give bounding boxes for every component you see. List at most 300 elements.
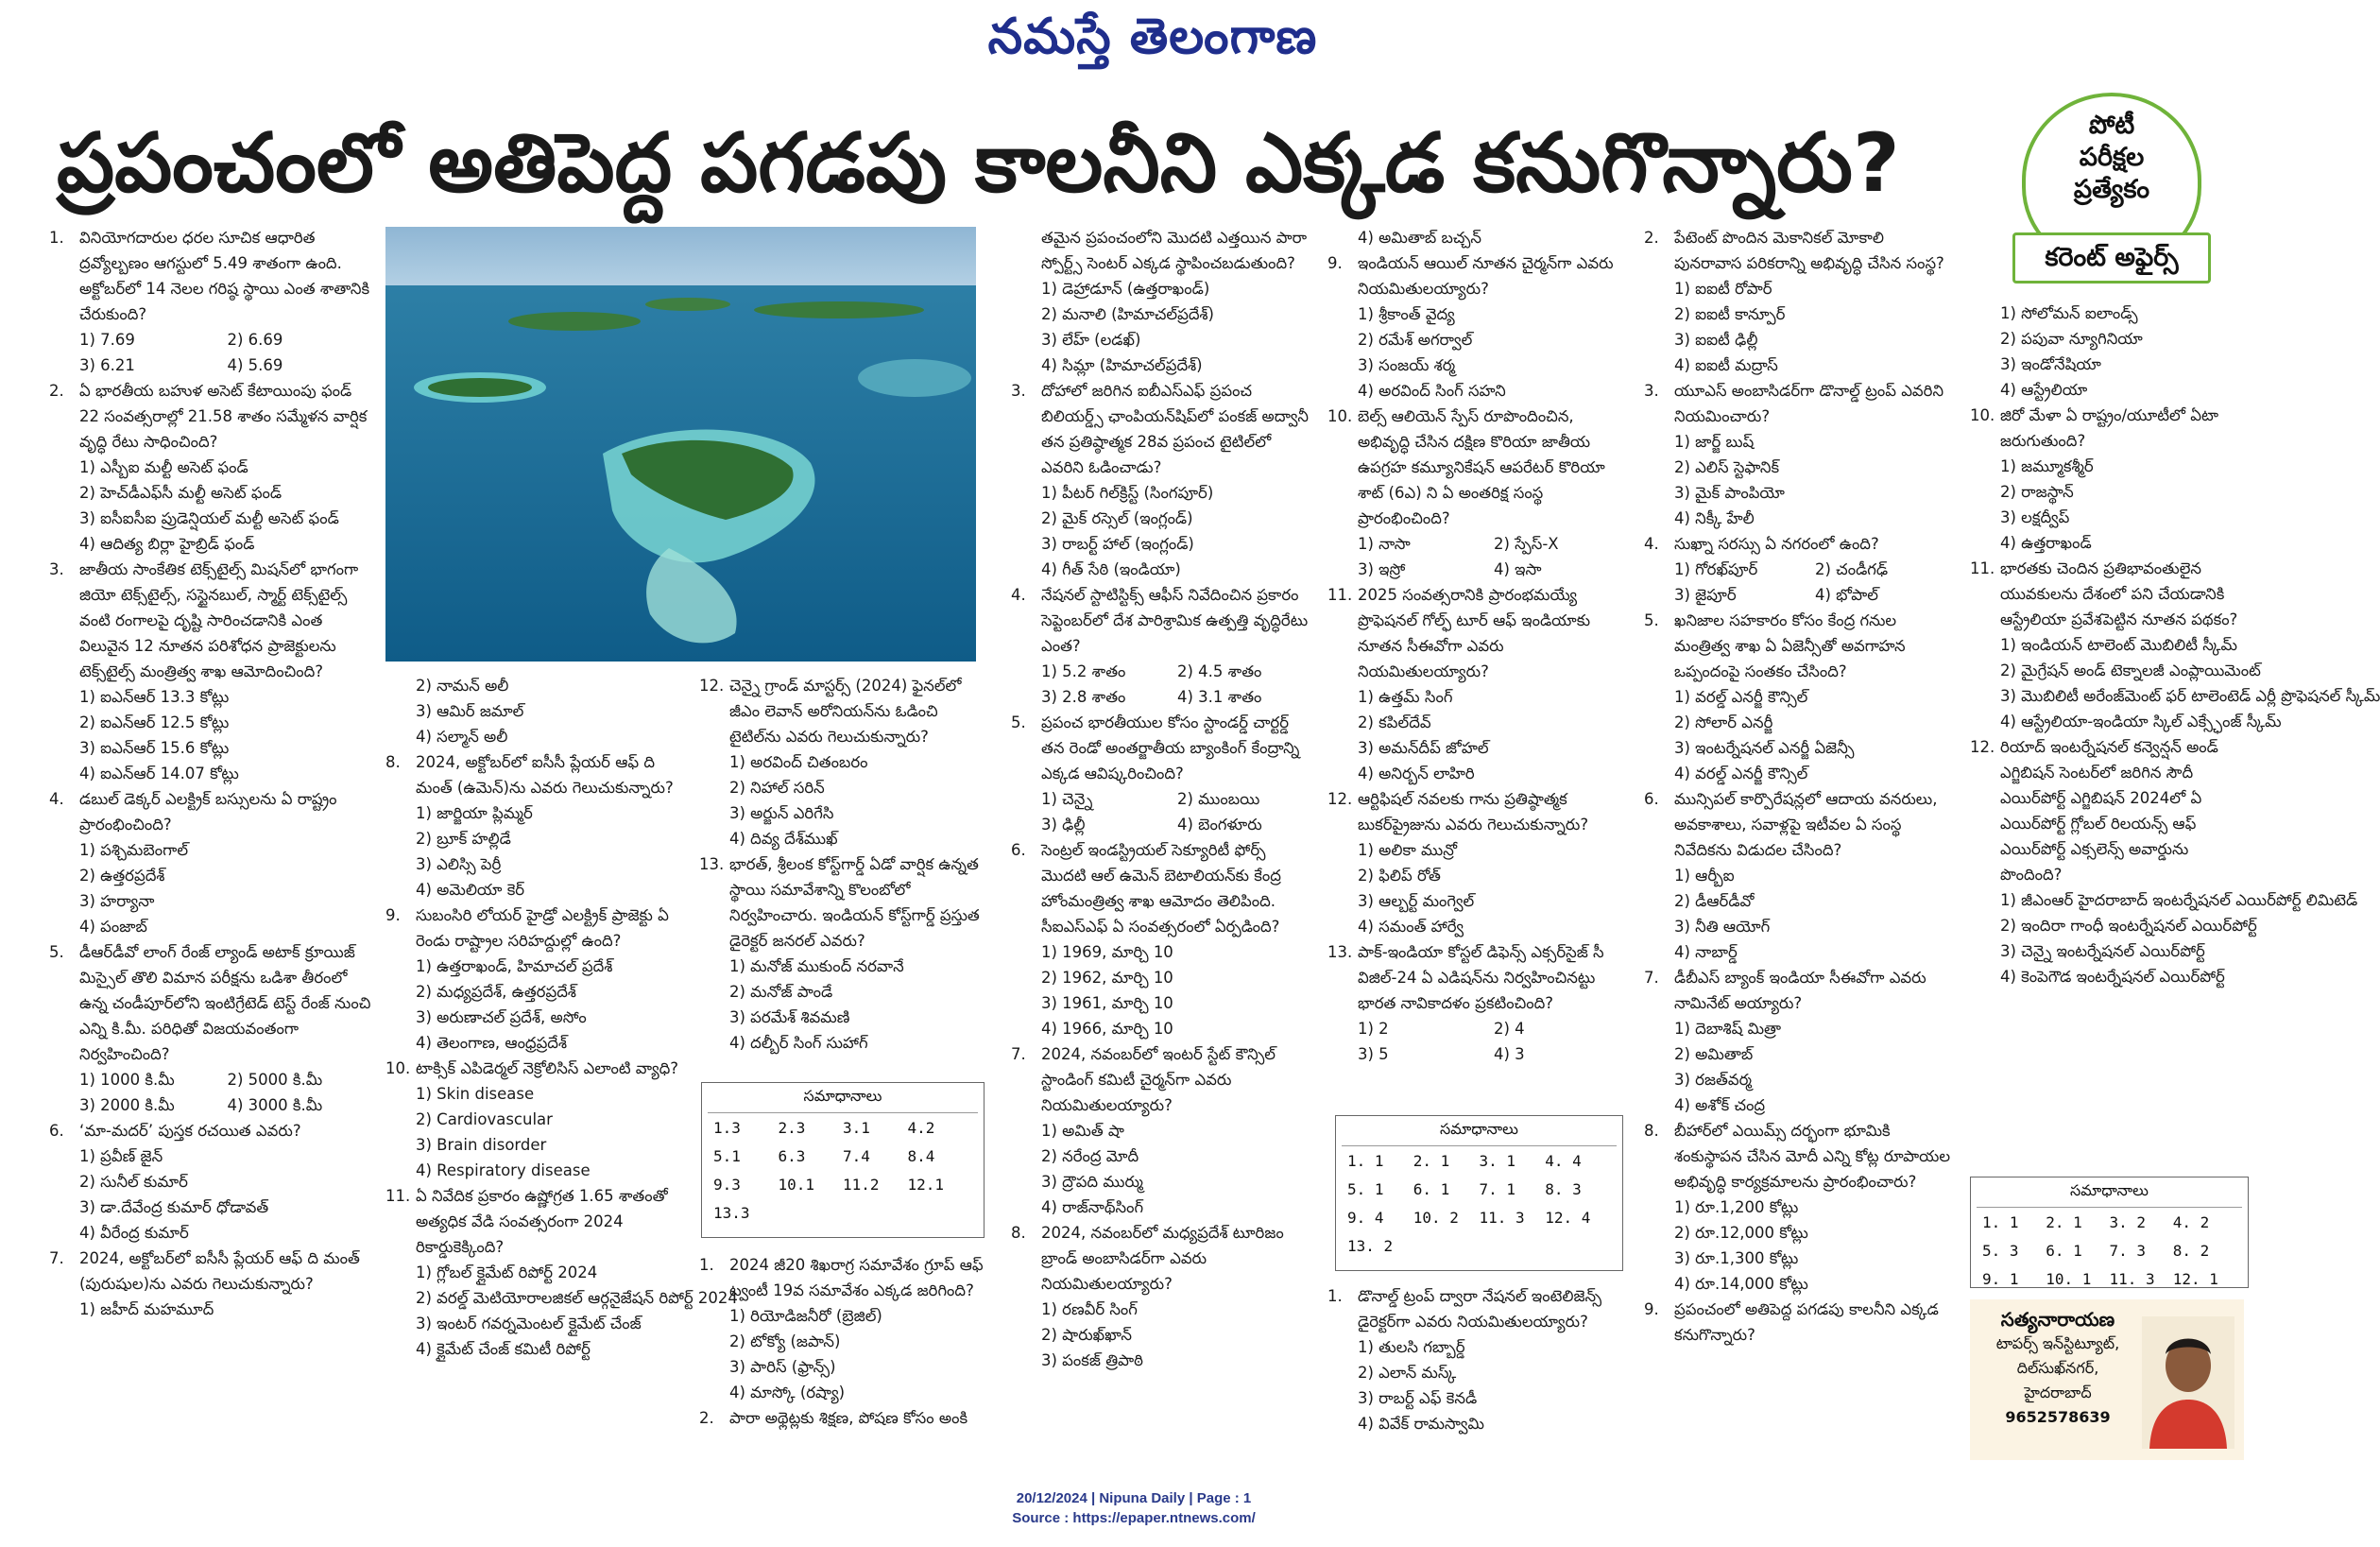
- answer-option: 4) దివ్య దేశ్‌ముఖ్: [729, 830, 838, 848]
- question-body: మున్సిపల్ కార్పొరేషన్లలో ఆదాయ వనరులు, అవకాశాలు, సవాళ్లపై ఇటీవల ఏ సంస్థ నివేదికను విడుదల చేసింది?: [1674, 790, 1938, 859]
- answer-option: 1) 1969, మార్చి 10: [1041, 943, 1173, 961]
- answer-key-item: 9. 4: [1347, 1209, 1384, 1227]
- question-text: [1011, 837, 1313, 939]
- question-item: [385, 749, 688, 902]
- question-number: 4.: [49, 790, 64, 808]
- answer-option: 4) వీరేంద్ర కుమార్: [79, 1224, 189, 1242]
- question-item: [385, 902, 688, 1056]
- answer-option: 1) 7.69: [79, 331, 135, 349]
- question-item: [1327, 225, 1630, 250]
- answer-option: 3) ఇస్రో: [1358, 560, 1406, 578]
- answer-option: 2) రూ.12,000 కోట్లు: [1674, 1224, 1808, 1242]
- answer-option: 3) సంజయ్ శర్మ: [1358, 356, 1456, 374]
- answer-option: 4) ఆస్ట్రేలియా: [2000, 381, 2088, 399]
- question-body: పారా అథ్లెట్లకు శిక్షణ, పోషణ కోసం అంకి: [729, 1409, 968, 1427]
- answer-option: 1) ఐఎన్‌ఆర్ 13.3 కోట్లు: [79, 688, 230, 706]
- answer-key-item: 4. 4: [1545, 1152, 1582, 1170]
- option-row: [1644, 582, 1956, 608]
- question-body: 2024, అక్టోబర్‌లో ఐసీసీ ప్లేయర్ ఆఫ్ ది మంత్ (ఉమెన్)ను ఎవరు గెలుచుకున్నారు?: [416, 753, 674, 797]
- question-body: ప్రపంచ భారతీయుల కోసం స్టాండర్డ్ చార్టర్డ్ తన రెండో అంతర్జాతీయ బ్యాంకింగ్ కేంద్రాన్ని ఎక్కడ ఆవిష్కరించింది?: [1041, 713, 1300, 782]
- question-number: 13.: [699, 855, 725, 873]
- answer-option: 2) 1962, మార్చి 10: [1041, 969, 1173, 987]
- question-text: [1011, 710, 1313, 786]
- answer-option: 3) ఇంటర్ గవర్నమెంటల్ క్లైమేట్ చేంజ్: [416, 1315, 642, 1332]
- answer-option: 4) సల్మాన్ అలీ: [416, 728, 508, 746]
- question-number: 10.: [385, 1059, 411, 1077]
- answer-key-item: 9. 1: [1982, 1270, 2019, 1288]
- question-text: [1970, 556, 2253, 632]
- question-column-6: [1644, 225, 1956, 1482]
- question-item: [1644, 786, 1956, 965]
- option-row: [49, 1067, 375, 1092]
- question-body: టాక్సిక్ ఎపిడెర్మల్ నెక్రోలిసిస్ ఎలాంటి వ్యాధి?: [416, 1059, 679, 1077]
- answer-option: 1) జహీద్ మహమూద్: [79, 1300, 214, 1318]
- question-text: [1644, 965, 1956, 1016]
- page-headline: ప్రపంచంలో అతిపెద్ద పగడపు కాలనీని ఎక్కడ కనుగొన్నారు?: [57, 116, 1900, 211]
- answer-key-item: 1. 1: [1347, 1152, 1384, 1170]
- answer-option: 2) కపిల్‌దేవ్: [1358, 713, 1431, 731]
- question-body: భారత్, శ్రీలంక కోస్ట్‌గార్డ్ ఏడో వార్షిక ఉన్నత స్థాయి సమావేశాన్ని కొలంబోలో నిర్వహించారు. ఇండియన్ కోస్ట్‌గార్డ్ ప్రస్తుత డైరెక్టర్ జనరల్ ఎవరు?: [729, 855, 980, 950]
- question-body: ఏ భారతీయ బహుళ అసెట్ కేటాయింపు ఫండ్ 22 సంవత్సరాల్లో 21.58 శాతం సమ్మేళన వార్షిక వృద్ధి రేటు సాధించింది?: [79, 382, 368, 451]
- answer-option: 4) అశోక్ చంద్ర: [1674, 1096, 1766, 1114]
- answer-key-item: 11.2: [843, 1176, 880, 1194]
- answer-option: 1) దెబాశిష్ మిత్రా: [1674, 1020, 1782, 1038]
- answer-key-item: 7.4: [843, 1147, 870, 1165]
- question-item: [1011, 1220, 1313, 1373]
- answer-option: 2) బ్రూక్ హల్లిడే: [416, 830, 511, 848]
- answer-option: 4) బెంగళూరు: [1177, 816, 1262, 834]
- answer-key-item: 6.3: [778, 1147, 806, 1165]
- question-number: 11.: [1327, 586, 1353, 604]
- answer-option: 1) చెన్నై: [1041, 790, 1093, 808]
- question-text: [385, 1183, 688, 1260]
- badge-current-affairs-label: కరెంట్ అఫైర్స్: [2012, 232, 2211, 284]
- question-text: [1011, 582, 1313, 659]
- answer-key-item: 13. 2: [1347, 1237, 1394, 1255]
- question-number: 10.: [1970, 406, 1995, 424]
- question-body: సుఖ్నా సరస్సు ఏ నగరంలో ఉంది?: [1674, 535, 1879, 553]
- footer-source-line: Source : https://epaper.ntnews.com/: [1012, 1510, 1256, 1526]
- question-text: [1327, 939, 1630, 1016]
- answer-option: 2) 5000 కి.మీ: [227, 1071, 323, 1089]
- answer-option: 1) జమ్మూకశ్మీర్: [2000, 457, 2094, 475]
- question-text: [1327, 1283, 1630, 1334]
- answer-option: 3) ఆల్బర్ట్ మంగ్వెల్: [1358, 892, 1475, 910]
- answer-option: 3) 5: [1358, 1045, 1389, 1063]
- answer-option: 3) అర్జున్ ఎరిగేసి: [729, 804, 834, 822]
- author-name: సత్యనారాయణ: [2000, 1308, 2115, 1331]
- question-body: సుబంసిరి లోయర్ హైడ్రో ఎలక్ట్రిక్ ప్రాజెక్టు ఏ రెండు రాష్ట్రాల సరిహద్దుల్లో ఉంది?: [416, 906, 669, 950]
- answer-option: 3) లేహ్ (లడఖ్): [1041, 331, 1141, 349]
- answer-option: 4) ఆస్ట్రేలియా-ఇండియా స్కిల్ ఎక్స్ఛేంజ్ స్కీమ్: [2000, 713, 2282, 731]
- question-item: [49, 786, 375, 939]
- answer-option: 4) ఐఎన్‌ఆర్ 14.07 కోట్లు: [79, 765, 239, 782]
- question-number: 12.: [1327, 790, 1353, 808]
- question-number: 4.: [1644, 535, 1659, 553]
- answer-key-item: 1.3: [713, 1119, 741, 1137]
- answer-option: 3) 2000 కి.మీ: [79, 1096, 175, 1114]
- answer-option: 4) క్లైమేట్ చేంజ్ కమిటీ రిపోర్ట్: [416, 1340, 591, 1358]
- answer-key-item: 7. 3: [2109, 1242, 2147, 1260]
- answer-option: 3) Brain disorder: [416, 1136, 547, 1154]
- question-item: [1644, 378, 1956, 531]
- answer-option: 2) డీఆర్‌డీవో: [1674, 892, 1755, 910]
- answer-key-item: 3. 1: [1479, 1152, 1516, 1170]
- question-item: [1011, 837, 1313, 1041]
- answer-option: 3) పంకజ్ త్రిపాఠి: [1041, 1351, 1143, 1369]
- section-badge: [2022, 93, 2211, 282]
- answer-key-item: 2.3: [778, 1119, 806, 1137]
- answer-key-item: 2. 1: [2046, 1213, 2082, 1231]
- question-number: 2.: [699, 1409, 714, 1427]
- question-text: [385, 1056, 688, 1081]
- answer-option: 1) అరవింద్ చితంబరం: [729, 753, 868, 771]
- question-text: [1327, 582, 1630, 684]
- option-row: [1327, 1041, 1630, 1067]
- answer-option: 1) ఎస్బీఐ మల్టీ అసెట్ ఫండ్: [79, 458, 248, 476]
- question-number: 3.: [1011, 382, 1026, 400]
- footer-date-line: 20/12/2024 | Nipuna Daily | Page : 1: [1016, 1490, 1252, 1506]
- question-item: [49, 557, 375, 786]
- question-number: 9.: [1327, 254, 1343, 272]
- answer-key-item: 8.4: [907, 1147, 935, 1165]
- question-number: 9.: [385, 906, 401, 924]
- answer-option: 3) లక్షద్వీప్: [2000, 508, 2070, 526]
- question-column-5: [1327, 225, 1630, 1104]
- option-row: [1327, 531, 1630, 557]
- answer-option: 1) శ్రీకాంత్ వైద్య: [1358, 305, 1455, 323]
- author-phone: 9652578639: [2005, 1408, 2111, 1426]
- answer-option: 4) ఆదిత్య బిర్లా హైబ్రిడ్ ఫండ్: [79, 535, 255, 553]
- question-item: [1011, 582, 1313, 710]
- answer-option: 4) కెంపెగౌడ ఇంటర్నేషనల్ ఎయిర్‌పోర్ట్: [2000, 968, 2225, 986]
- answer-option: 3) నీతి ఆయోగ్: [1674, 918, 1771, 936]
- answer-option: 1) ఉత్తరాఖండ్, హిమాచల్ ప్రదేశ్: [416, 957, 613, 975]
- answer-option: 2) మధ్యప్రదేశ్, ఉత్తరప్రదేశ్: [416, 983, 576, 1001]
- answer-option: 2) రాజస్థాన్: [2000, 483, 2074, 501]
- question-item: [1644, 965, 1956, 1118]
- badge-line: ప్రత్యేకం: [2073, 175, 2150, 204]
- answer-option: 4) ఐఐటీ మద్రాస్: [1674, 356, 1778, 374]
- question-item: [1011, 378, 1313, 582]
- answer-option: 4) మాస్కో (రష్యా): [729, 1384, 846, 1401]
- answer-option: 1) పశ్చిమబెంగాల్: [79, 841, 189, 859]
- question-text: [49, 939, 375, 1067]
- question-item: [1970, 301, 2253, 403]
- answer-option: 3) అమన్‌దీప్ జోహల్: [1358, 739, 1489, 757]
- answer-option: 3) ద్రౌపది ముర్ము: [1041, 1173, 1143, 1191]
- answer-option: 4) సిమ్లా (హిమాచల్‌ప్రదేశ్): [1041, 356, 1203, 374]
- answer-option: 1) అలికా మున్రో: [1358, 841, 1458, 859]
- question-body: 2025 సంవత్సరానికి ప్రారంభమయ్యే ప్రొఫెషనల్ గోల్ఫ్ టూర్ ఆఫ్ ఇండియాకు నూతన సీఈవోగా ఎవరు నియమితులయ్యారు?: [1358, 586, 1591, 680]
- answer-option: 3) జైపూర్: [1674, 586, 1737, 604]
- question-body: ఖనిజాల సహకారం కోసం కేంద్ర గనుల మంత్రిత్వ శాఖ ఏ ఏజెన్సీతో అవగాహన ఒప్పందంపై సంతకం చేసింది?: [1674, 611, 1906, 680]
- answer-key-2: [1335, 1115, 1623, 1271]
- answer-option: 3) ఐఐటీ ఢిల్లీ: [1674, 331, 1758, 349]
- answer-option: 4) రాజ్‌నాథ్‌సింగ్: [1041, 1198, 1144, 1216]
- question-number: 11.: [1970, 559, 1995, 577]
- question-item: [1644, 608, 1956, 786]
- answer-option: 3) ఇండోనేషియా: [2000, 355, 2101, 373]
- answer-option: 2) ముంబయి: [1177, 790, 1260, 808]
- question-number: 3.: [49, 560, 64, 578]
- question-body: 2024, నవంబర్‌లో ఇంటర్ స్టేట్ కౌన్సిల్ స్టాండింగ్ కమిటీ చైర్మన్‌గా ఎవరు నియమితులయ్యారు?: [1041, 1045, 1276, 1114]
- question-text: [699, 851, 987, 954]
- answer-key-item: 6. 1: [1413, 1180, 1450, 1198]
- question-text: [1970, 403, 2253, 454]
- question-column-4: [1011, 225, 1313, 1482]
- question-column-5b: [1327, 1283, 1630, 1482]
- question-body: డొనాల్డ్ ట్రంప్ ద్వారా నేషనల్ ఇంటెలిజెన్స్ డైరెక్టర్‌గా ఎవరు నియమితులయ్యారు?: [1358, 1287, 1602, 1331]
- answer-key-item: 13.3: [713, 1204, 750, 1222]
- question-number: 8.: [1011, 1224, 1026, 1242]
- question-item: [1011, 225, 1313, 378]
- answer-option: 2) ఎలిస్ స్టెఫానిక్: [1674, 458, 1780, 476]
- answer-key-title: సమాధానాలు: [708, 1083, 978, 1113]
- answer-option: 1) జార్జియా ప్లిమ్మర్: [416, 804, 533, 822]
- question-text: [385, 749, 688, 800]
- answer-option: 3) రూ.1,300 కోట్లు: [1674, 1249, 1799, 1267]
- answer-option: 4) గీత్ సేఠి (ఇండియా): [1041, 560, 1181, 578]
- question-number: 11.: [385, 1187, 411, 1205]
- answer-option: 4) 3: [1494, 1045, 1525, 1063]
- author-details: [1978, 1307, 2138, 1430]
- answer-option: 4) ఉత్తరాఖండ్: [2000, 534, 2092, 552]
- answer-option: 2) మైగ్రేషన్ అండ్ టెక్నాలజీ ఎంప్లాయిమెంట్: [2000, 662, 2261, 679]
- option-row: [1011, 659, 1313, 684]
- question-item: [1327, 250, 1630, 404]
- author-city: హైదరాబాద్: [2024, 1384, 2092, 1401]
- question-item: [699, 673, 987, 851]
- author-area: దిల్‌సుఖ్‌నగర్,: [2016, 1359, 2099, 1377]
- answer-key-item: 12.1: [907, 1176, 945, 1194]
- question-number: 5.: [49, 943, 64, 961]
- answer-option: 2) హెచ్‌డీఎఫ్‌సీ మల్టీ అసెట్ ఫండ్: [79, 484, 283, 502]
- answer-key-1: [701, 1082, 985, 1238]
- answer-key-item: 12. 1: [2172, 1270, 2218, 1288]
- question-body: చెన్నై గ్రాండ్ మాస్టర్స్ (2024) ఫైనల్‌లో జీఎం లెవాన్ అరోనియన్‌ను ఓడించి టైటిల్‌ను ఎవరు గెలుచుకున్నారు?: [729, 677, 962, 746]
- answer-key-item: 4.2: [907, 1119, 935, 1137]
- option-row: [1644, 557, 1956, 582]
- answer-option: 1) ప్రవీణ్ జైన్: [79, 1147, 163, 1165]
- answer-option: 1) 5.2 శాతం: [1041, 662, 1126, 680]
- question-item: [385, 1056, 688, 1183]
- answer-option: 1) పీటర్ గిల్‌క్రిస్ట్ (సింగపూర్): [1041, 484, 1214, 502]
- question-text: [1644, 378, 1956, 429]
- answer-option: 1) రియోడిజనీరో (బ్రెజిల్): [729, 1307, 882, 1325]
- question-body: పేటెంట్ పొందిన మెకానికల్ మోకాలి పునరావాస పరికరాన్ని అభివృద్ధి చేసిన సంస్థ?: [1674, 229, 1944, 272]
- option-row: [1327, 557, 1630, 582]
- answer-option: 4) దల్బీర్ సింగ్ సుహాగ్: [729, 1034, 868, 1052]
- question-item: [385, 673, 688, 749]
- answer-option: 1) తులసి గబ్బార్డ్: [1358, 1338, 1465, 1356]
- question-text: [49, 786, 375, 837]
- answer-option: 2) ఉత్తరప్రదేశ్: [79, 867, 165, 885]
- question-body: ఏ నివేదిక ప్రకారం ఉష్ణోగ్రత 1.65 శాతంతో అత్యధిక వేడి సంవత్సరంగా 2024 రికార్డుకెక్కింది?: [416, 1187, 668, 1256]
- answer-option: 2) నరేంద్ర మోదీ: [1041, 1147, 1139, 1165]
- answer-key-title: సమాధానాలు: [1977, 1177, 2242, 1208]
- answer-key-item: 11. 3: [1479, 1209, 1525, 1227]
- answer-key-item: 10. 1: [2046, 1270, 2092, 1288]
- question-text: [49, 1246, 375, 1297]
- answer-option: 4) నిక్కీ హేలీ: [1674, 509, 1755, 527]
- question-number: 1.: [699, 1256, 714, 1274]
- option-row: [1011, 684, 1313, 710]
- answer-option: 2) వరల్డ్ మెటియోరాలజికల్ ఆర్గనైజేషన్ రిపోర్ట్ 2024: [416, 1289, 738, 1307]
- question-number: 13.: [1327, 943, 1353, 961]
- question-text: [699, 1405, 987, 1431]
- question-column-3: [699, 673, 987, 1079]
- question-body: ఆర్టిఫిషల్ నవలకు గాను ప్రతిష్ఠాత్మక బుకర్‌ప్రైజును ఎవరు గెలుచుకున్నారు?: [1358, 790, 1589, 834]
- question-item: [1327, 582, 1630, 786]
- question-number: 5.: [1011, 713, 1026, 731]
- answer-option: 2) పపువా న్యూగినియా: [2000, 330, 2143, 348]
- question-text: [1644, 225, 1956, 276]
- answer-option: 3) 6.21: [79, 356, 135, 374]
- answer-option: 2) టోక్యో (జపాన్): [729, 1332, 841, 1350]
- option-row: [49, 352, 375, 378]
- answer-key-item: 3.1: [843, 1119, 870, 1137]
- question-body: యూఎస్ అంబాసిడర్‌గా డొనాల్డ్ ట్రంప్ ఎవరిని నియమించారు?: [1674, 382, 1944, 425]
- answer-key-item: 10.1: [778, 1176, 815, 1194]
- answer-option: 1) ఆర్బీఐ: [1674, 867, 1735, 885]
- answer-option: 4) అమితాబ్ బచ్చన్: [1358, 229, 1481, 247]
- question-number: 8.: [385, 753, 401, 771]
- question-text: [1011, 378, 1313, 480]
- answer-option: 4) 5.69: [227, 356, 283, 374]
- author-photo: [2142, 1316, 2234, 1449]
- question-text: [49, 225, 375, 327]
- question-number: 2.: [1644, 229, 1659, 247]
- answer-option: 2) నామన్ అలీ: [416, 677, 509, 695]
- answer-option: 2) షారుఖ్‌ఖాన్: [1041, 1326, 1132, 1344]
- answer-option: 1) 1000 కి.మీ: [79, 1071, 175, 1089]
- answer-key-item: 7. 1: [1479, 1180, 1516, 1198]
- question-body: 2024, అక్టోబర్‌లో ఐసీసీ ప్లేయర్ ఆఫ్ ది మంత్ (పురుషుల)ను ఎవరు గెలుచుకున్నారు?: [79, 1249, 360, 1293]
- answer-key-item: 4. 2: [2172, 1213, 2210, 1231]
- option-row: [49, 327, 375, 352]
- question-item: [49, 225, 375, 378]
- answer-option: 4) సమంత్ హార్వే: [1358, 918, 1464, 936]
- question-number: 5.: [1644, 611, 1659, 629]
- question-item: [1011, 710, 1313, 837]
- answer-option: 1) రూ.1,200 కోట్లు: [1674, 1198, 1799, 1216]
- question-item: [1327, 1283, 1630, 1436]
- question-number: 6.: [49, 1122, 64, 1140]
- question-item: [699, 1405, 987, 1431]
- answer-key-item: 1. 1: [1982, 1213, 2019, 1231]
- answer-option: 2) ఐఎన్‌ఆర్ 12.5 కోట్లు: [79, 713, 230, 731]
- question-item: [1327, 939, 1630, 1067]
- answer-option: 1) వరల్డ్ ఎనర్జీ కౌన్సిల్: [1674, 688, 1808, 706]
- answer-key-title: సమాధానాలు: [1342, 1116, 1617, 1146]
- answer-option: 4) అమెలియా కెర్: [416, 881, 525, 899]
- answer-option: 2) రమేశ్ అగర్వాల్: [1358, 331, 1473, 349]
- question-item: [1970, 734, 2358, 989]
- answer-option: 1) గ్లోబల్ క్లైమేట్ రిపోర్ట్ 2024: [416, 1263, 598, 1281]
- answer-option: 4) తెలంగాణ, ఆంధ్రప్రదేశ్: [416, 1034, 568, 1052]
- answer-option: 2) అమితాబ్: [1674, 1045, 1754, 1063]
- answer-option: 1) జీఎంఆర్ హైదరాబాద్ ఇంటర్నేషనల్ ఎయిర్‌పోర్ట్ లిమిటెడ్: [2000, 891, 2358, 909]
- masthead-logo: నమస్తే తెలంగాణ: [987, 8, 1318, 65]
- answer-option: 3) ఆమిర్ జమాల్: [416, 702, 524, 720]
- answer-option: 1) సోలోమన్ ఐలాండ్స్: [2000, 304, 2138, 322]
- answer-option: 3) 1961, మార్చి 10: [1041, 994, 1173, 1012]
- question-body: సెంట్రల్ ఇండస్ట్రియల్ సెక్యూరిటీ ఫోర్స్ మొదటి ఆల్ ఉమెన్ బెటాలియన్‌కు కేంద్ర హోంమంత్రిత్వ శాఖ ఆమోదం తెలిపింది. సీఐఎస్ఎఫ్ ఏ సంవత్సరంలో ఏర్పడింది?: [1041, 841, 1281, 936]
- question-body: ఇండియన్ ఆయిల్ నూతన చైర్మన్‌గా ఎవరు నియమితులయ్యారు?: [1358, 254, 1614, 298]
- question-number: 3.: [1644, 382, 1659, 400]
- question-text: [385, 902, 688, 954]
- answer-key-item: 6. 1: [2046, 1242, 2082, 1260]
- question-item: [1970, 556, 2380, 734]
- answer-option: 3) రజత్‌వర్మ: [1674, 1071, 1753, 1089]
- question-text: [1644, 1297, 1956, 1348]
- answer-option: 4) రూ.14,000 కోట్లు: [1674, 1275, 1808, 1293]
- answer-option: 3) ఎలిస్సి పెర్రీ: [416, 855, 502, 873]
- answer-option: 3) మైక్ పాంపియో: [1674, 484, 1785, 502]
- question-body: ‘మా-మదర్’ పుస్తక రచయిత ఎవరు?: [79, 1122, 301, 1140]
- answer-key-item: 5. 1: [1347, 1180, 1384, 1198]
- question-body: రియాద్ ఇంటర్నేషనల్ కన్వెన్షన్ అండ్ ఎగ్జిబిషన్ సెంటర్‌లో జరిగిన సౌదీ ఎయిర్‌పోర్ట్ ఎగ్జిబిషన్ 2024లో ఏ ఎయిర్‌పోర్ట్ గ్లోబల్ రిలయన్స్ ఆఫ్ ఎయిర్‌పోర్ట్ ఎక్సలెన్స్ అవార్డును పొందింది?: [2000, 738, 2218, 884]
- question-body: పాక్-ఇండియా కోస్టల్ డిఫెన్స్ ఎక్సర్‌సైజ్ సీ విజిల్-24 ఏ ఎడిషన్‌ను నిర్వహించినట్టు భారత నావికాదళం ప్రకటించింది?: [1358, 943, 1604, 1012]
- answer-option: 2) మనాలి (హిమాచల్‌ప్రదేశ్): [1041, 305, 1214, 323]
- answer-option: 2) మైక్ రస్సెల్ (ఇంగ్లండ్): [1041, 509, 1193, 527]
- answer-option: 2) 4: [1494, 1020, 1525, 1038]
- question-item: [49, 1246, 375, 1322]
- answer-option: 2) 4.5 శాతం: [1177, 662, 1262, 680]
- question-item: [1644, 225, 1956, 378]
- question-number: 6.: [1644, 790, 1659, 808]
- question-body: దోహాలో జరిగిన ఐబీఎస్ఎఫ్ ప్రపంచ బిలియర్డ్స్ ఛాంపియన్‌షిప్‌లో పంకజ్ అద్వానీ తన ప్రతిష్ఠాత్మక 28వ ప్రపంచ టైటిల్‌లో ఎవరిని ఓడించాడు?: [1041, 382, 1310, 476]
- question-number: 1.: [49, 229, 64, 247]
- answer-option: 3) డా.దేవేంద్ర కుమార్ ధోడావత్: [79, 1198, 269, 1216]
- question-text: [1970, 734, 2253, 887]
- answer-option: 3) పారిస్ (ఫ్రాన్స్): [729, 1358, 836, 1376]
- answer-key-item: 10. 2: [1413, 1209, 1459, 1227]
- answer-key-item: 8. 3: [1545, 1180, 1582, 1198]
- answer-option: 4) వివేక్ రామస్వామి: [1358, 1415, 1484, 1433]
- answer-key-item: 3. 2: [2109, 1213, 2147, 1231]
- answer-option: 4) నాబార్డ్: [1674, 943, 1738, 961]
- answer-option: 4) పంజాబ్: [79, 918, 147, 936]
- answer-option: 3) పరమేశ్ శివమణి: [729, 1008, 850, 1026]
- question-text: [1644, 608, 1956, 684]
- question-number: 7.: [1644, 969, 1659, 987]
- answer-option: 3) ఢిల్లీ: [1041, 816, 1086, 834]
- question-body: బీహార్‌లో ఎయిమ్స్ దర్భంగా భూమికి శంకుస్థాపన చేసిన మోదీ ఎన్ని కోట్ల రూపాయల అభివృద్ధి కార్యక్రమాలను ప్రారంభించారు?: [1674, 1122, 1951, 1191]
- question-item: [699, 1252, 987, 1405]
- question-body: నేషనల్ స్టాటిస్టిక్స్ ఆఫీస్ నివేదించిన ప్రకారం సెప్టెంబర్‌లో దేశ పారిశ్రామిక ఉత్పత్తి వృద్ధిరేటు ఎంత?: [1041, 586, 1309, 655]
- answer-option: 2) ఇందిరా గాంధీ ఇంటర్నేషనల్ ఎయిర్‌పోర్ట్: [2000, 917, 2257, 935]
- question-number: 10.: [1327, 407, 1353, 425]
- answer-key-item: 5.1: [713, 1147, 741, 1165]
- answer-key-3: [1970, 1177, 2249, 1288]
- question-text: [1644, 1118, 1956, 1195]
- question-number: 6.: [1011, 841, 1026, 859]
- badge-line: పోటీ: [2088, 111, 2135, 140]
- answer-option: 1) మనోజ్ ముకుంద్ నరవానే: [729, 957, 904, 975]
- answer-option: 4) భోపాల్: [1815, 586, 1879, 604]
- question-item: [49, 939, 375, 1118]
- question-item: [1327, 786, 1630, 939]
- question-item: [1644, 1118, 1956, 1297]
- option-row: [49, 1092, 375, 1118]
- question-text: [1011, 1220, 1313, 1297]
- answer-option: 1) జార్జ్ బుష్: [1674, 433, 1755, 451]
- question-column-7: [1970, 301, 2380, 1170]
- answer-key-item: 11. 3: [2109, 1270, 2155, 1288]
- question-item: [1970, 403, 2253, 556]
